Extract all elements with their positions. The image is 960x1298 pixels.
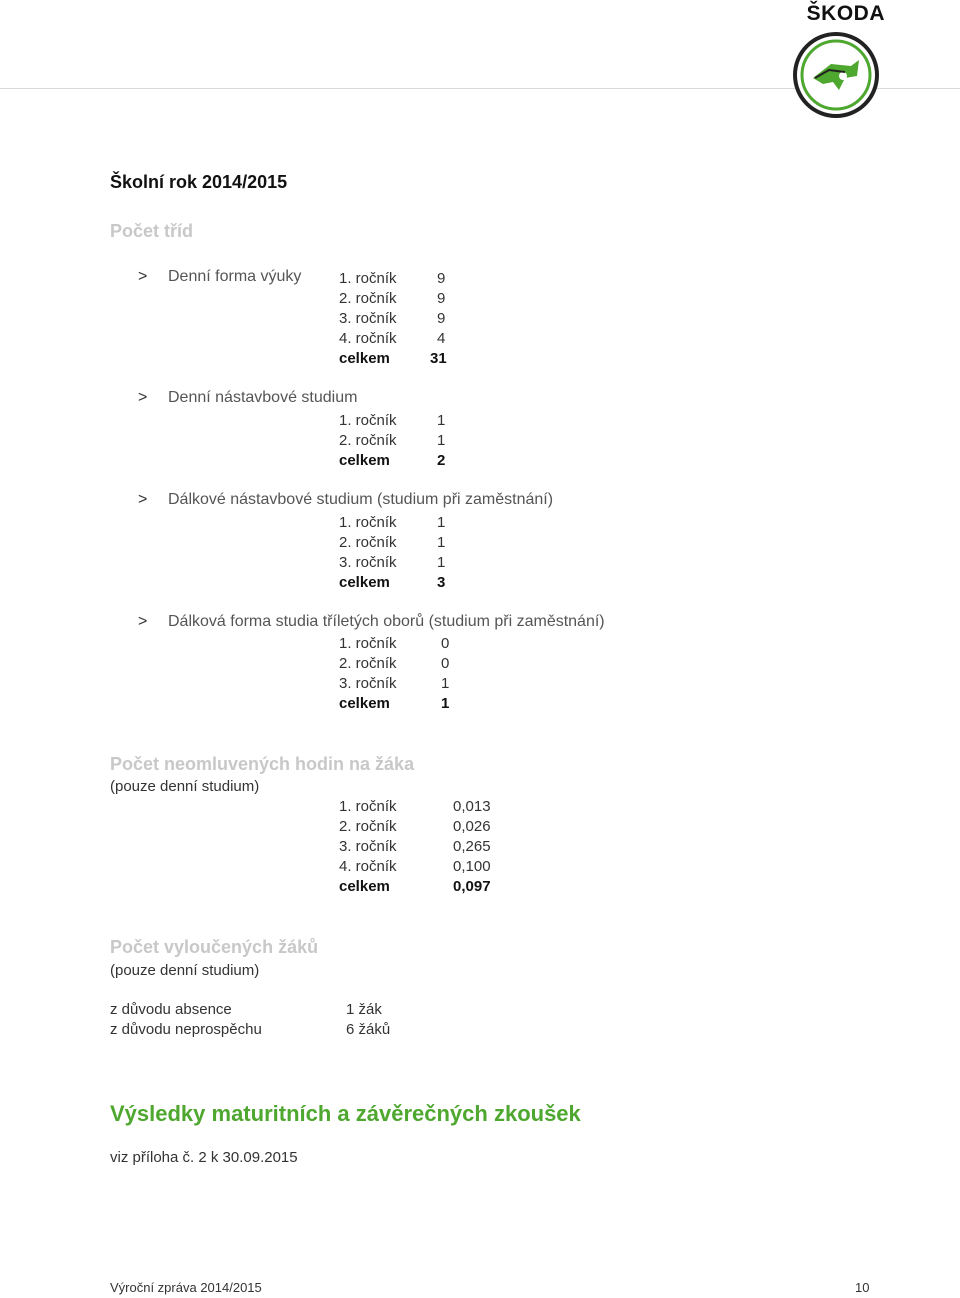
unexcused-section-title: Počet neomluvených hodin na žáka <box>110 754 415 774</box>
list-item <box>339 290 539 307</box>
expelled-section-title: Počet vyloučených žáků <box>110 937 319 957</box>
list-item-total <box>339 878 539 895</box>
classes-section-title: Počet tříd <box>110 221 194 241</box>
list-item <box>339 412 539 429</box>
footer-title: Výroční zpráva 2014/2015 <box>110 1280 262 1295</box>
row-label: 1. ročník <box>339 412 397 429</box>
row-label: celkem <box>339 452 390 469</box>
row-value: 1 <box>437 514 446 531</box>
row-value: 1 <box>437 554 446 571</box>
row-label: 4. ročník <box>339 858 397 875</box>
row-label: 3. ročník <box>339 675 397 692</box>
row-value: 1 <box>441 695 450 712</box>
row-value: 0,100 <box>453 858 491 875</box>
row-value: 0 <box>441 655 450 672</box>
list-item <box>339 635 539 652</box>
row-label: celkem <box>339 350 390 367</box>
row-value: 9 <box>437 310 446 327</box>
list-item <box>110 1001 510 1018</box>
expelled-note: (pouze denní studium) <box>110 962 260 979</box>
row-value: 4 <box>437 330 446 347</box>
row-label: celkem <box>339 574 390 591</box>
group-name: Denní forma výuky <box>168 268 302 285</box>
row-value: 3 <box>437 574 446 591</box>
row-value: 31 <box>430 350 447 367</box>
group-name: Dálkové nástavbové studium (studium při zaměstnání) <box>168 491 554 508</box>
group-marker: > <box>138 389 148 406</box>
skoda-logo-icon <box>793 32 879 118</box>
row-value: 0,265 <box>453 838 491 855</box>
list-item <box>110 1021 510 1038</box>
page-number: 10 <box>855 1280 870 1295</box>
school-year-heading: Školní rok 2014/2015 <box>110 172 288 192</box>
list-item <box>339 818 539 835</box>
group-name: Dálková forma studia tříletých oborů (studium při zaměstnání) <box>168 613 605 630</box>
row-value: 2 <box>437 452 446 469</box>
row-label: 1. ročník <box>339 514 397 531</box>
list-item <box>339 432 539 449</box>
results-text: viz příloha č. 2 k 30.09.2015 <box>110 1149 298 1166</box>
list-item <box>339 514 539 531</box>
row-label: 2. ročník <box>339 432 397 449</box>
row-label: 1. ročník <box>339 270 397 287</box>
row-label: celkem <box>339 695 390 712</box>
row-label: 3. ročník <box>339 554 397 571</box>
list-item <box>339 675 539 692</box>
row-label: z důvodu absence <box>110 1001 232 1018</box>
group-marker: > <box>138 613 148 630</box>
row-value: 9 <box>437 290 446 307</box>
row-label: 1. ročník <box>339 798 397 815</box>
row-value: 0 <box>441 635 450 652</box>
list-item-total <box>339 574 539 591</box>
list-item <box>339 838 539 855</box>
row-value: 0,097 <box>453 878 491 895</box>
list-item <box>339 798 539 815</box>
group-marker: > <box>138 268 148 285</box>
classes-group-1 <box>138 268 301 286</box>
row-label: 4. ročník <box>339 330 397 347</box>
brand-wordmark: ŠKODA <box>806 2 885 25</box>
row-label: 2. ročník <box>339 818 397 835</box>
row-label: 2. ročník <box>339 534 397 551</box>
list-item-total <box>339 452 539 469</box>
classes-group-2 <box>138 389 357 407</box>
row-label: 1. ročník <box>339 635 397 652</box>
row-value: 1 žák <box>346 1001 382 1018</box>
row-label: 3. ročník <box>339 838 397 855</box>
row-value: 1 <box>437 412 446 429</box>
list-item-total <box>339 350 539 367</box>
group-marker: > <box>138 491 148 508</box>
list-item-total <box>339 695 539 712</box>
group-name: Denní nástavbové studium <box>168 389 358 406</box>
row-label: 2. ročník <box>339 290 397 307</box>
row-value: 6 žáků <box>346 1021 391 1038</box>
row-value: 0,013 <box>453 798 491 815</box>
row-label: 3. ročník <box>339 310 397 327</box>
row-label: celkem <box>339 878 390 895</box>
row-value: 1 <box>441 675 450 692</box>
list-item <box>339 534 539 551</box>
list-item <box>339 554 539 571</box>
row-value: 0,026 <box>453 818 491 835</box>
list-item <box>339 310 539 327</box>
results-heading: Výsledky maturitních a závěrečných zkoušek <box>110 1101 581 1126</box>
unexcused-note: (pouze denní studium) <box>110 778 260 795</box>
list-item <box>339 858 539 875</box>
row-value: 1 <box>437 432 446 449</box>
row-value: 1 <box>437 534 446 551</box>
classes-group-4 <box>138 613 605 631</box>
row-label: z důvodu neprospěchu <box>110 1021 262 1038</box>
row-value: 9 <box>437 270 446 287</box>
classes-group-3 <box>138 491 553 509</box>
list-item <box>339 270 539 287</box>
list-item <box>339 330 539 347</box>
list-item <box>339 655 539 672</box>
row-label: 2. ročník <box>339 655 397 672</box>
